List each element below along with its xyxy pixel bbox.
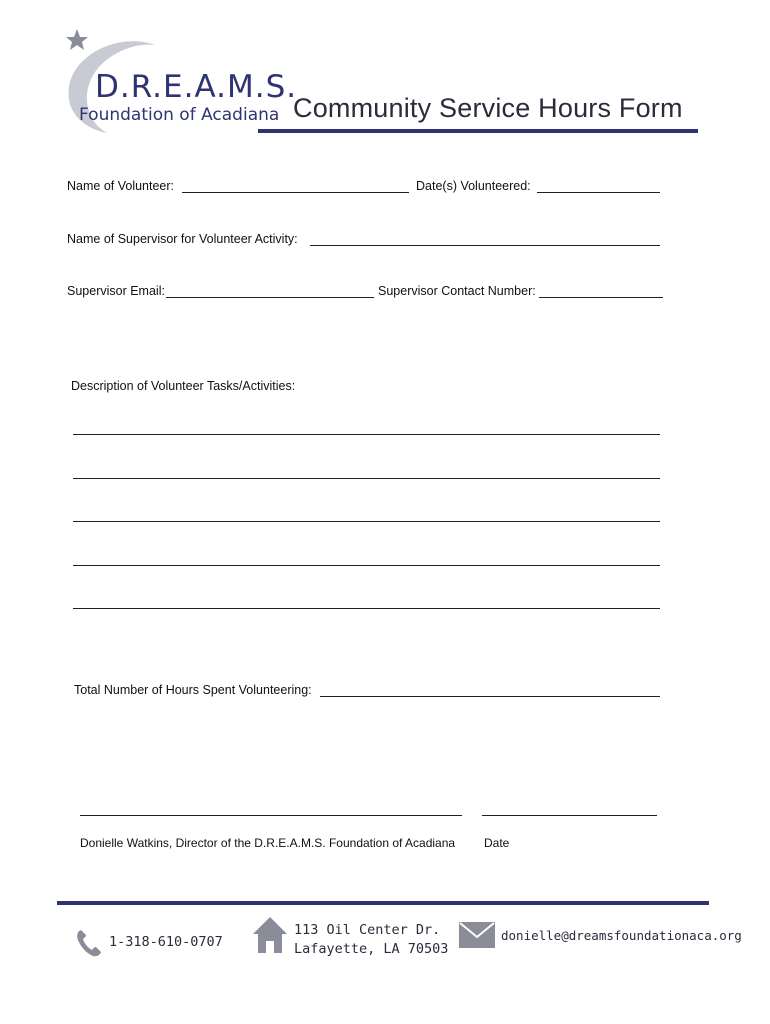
supervisor-name-label: Name of Supervisor for Volunteer Activity: (67, 232, 298, 246)
volunteer-name-label: Name of Volunteer: (67, 179, 175, 193)
house-icon (252, 916, 288, 954)
description-line-5[interactable] (73, 608, 660, 609)
envelope-icon (459, 922, 495, 948)
supervisor-name-field[interactable] (310, 245, 660, 246)
volunteer-name-field[interactable] (182, 192, 409, 193)
footer-phone[interactable]: 1-318-610-0707 (109, 934, 223, 950)
description-line-3[interactable] (73, 521, 660, 522)
logo-subtitle: Foundation of Acadiana (79, 105, 280, 125)
footer-email[interactable]: donielle@dreamsfoundationaca.org (501, 928, 742, 943)
phone-icon (75, 928, 103, 958)
supervisor-email-field[interactable] (166, 297, 374, 298)
dates-volunteered-field[interactable] (537, 192, 660, 193)
footer-address-line1: 113 Oil Center Dr. (294, 922, 441, 938)
page-title: Community Service Hours Form (293, 93, 683, 123)
title-underline (258, 129, 698, 133)
supervisor-contact-field[interactable] (539, 297, 663, 298)
dates-volunteered-label: Date(s) Volunteered: (416, 179, 531, 193)
description-line-4[interactable] (73, 565, 660, 566)
total-hours-label: Total Number of Hours Spent Volunteering: (74, 683, 312, 697)
footer-divider (57, 901, 709, 905)
signer-name: Donielle Watkins, Director of the D.R.E.A.M.S. Foundation of Acadiana (80, 836, 456, 850)
total-hours-field[interactable] (320, 696, 660, 697)
logo (55, 25, 298, 135)
signature-date-label: Date (484, 836, 510, 850)
footer-address-line2: Lafayette, LA 70503 (294, 941, 449, 957)
supervisor-contact-label: Supervisor Contact Number: (378, 284, 536, 298)
supervisor-email-label: Supervisor Email: (67, 284, 165, 298)
description-line-2[interactable] (73, 478, 660, 479)
description-line-1[interactable] (73, 434, 660, 435)
description-label: Description of Volunteer Tasks/Activities: (71, 379, 296, 393)
signature-date-line[interactable] (482, 815, 657, 816)
logo-name: D.R.E.A.M.S. (95, 69, 298, 105)
signature-line[interactable] (80, 815, 462, 816)
